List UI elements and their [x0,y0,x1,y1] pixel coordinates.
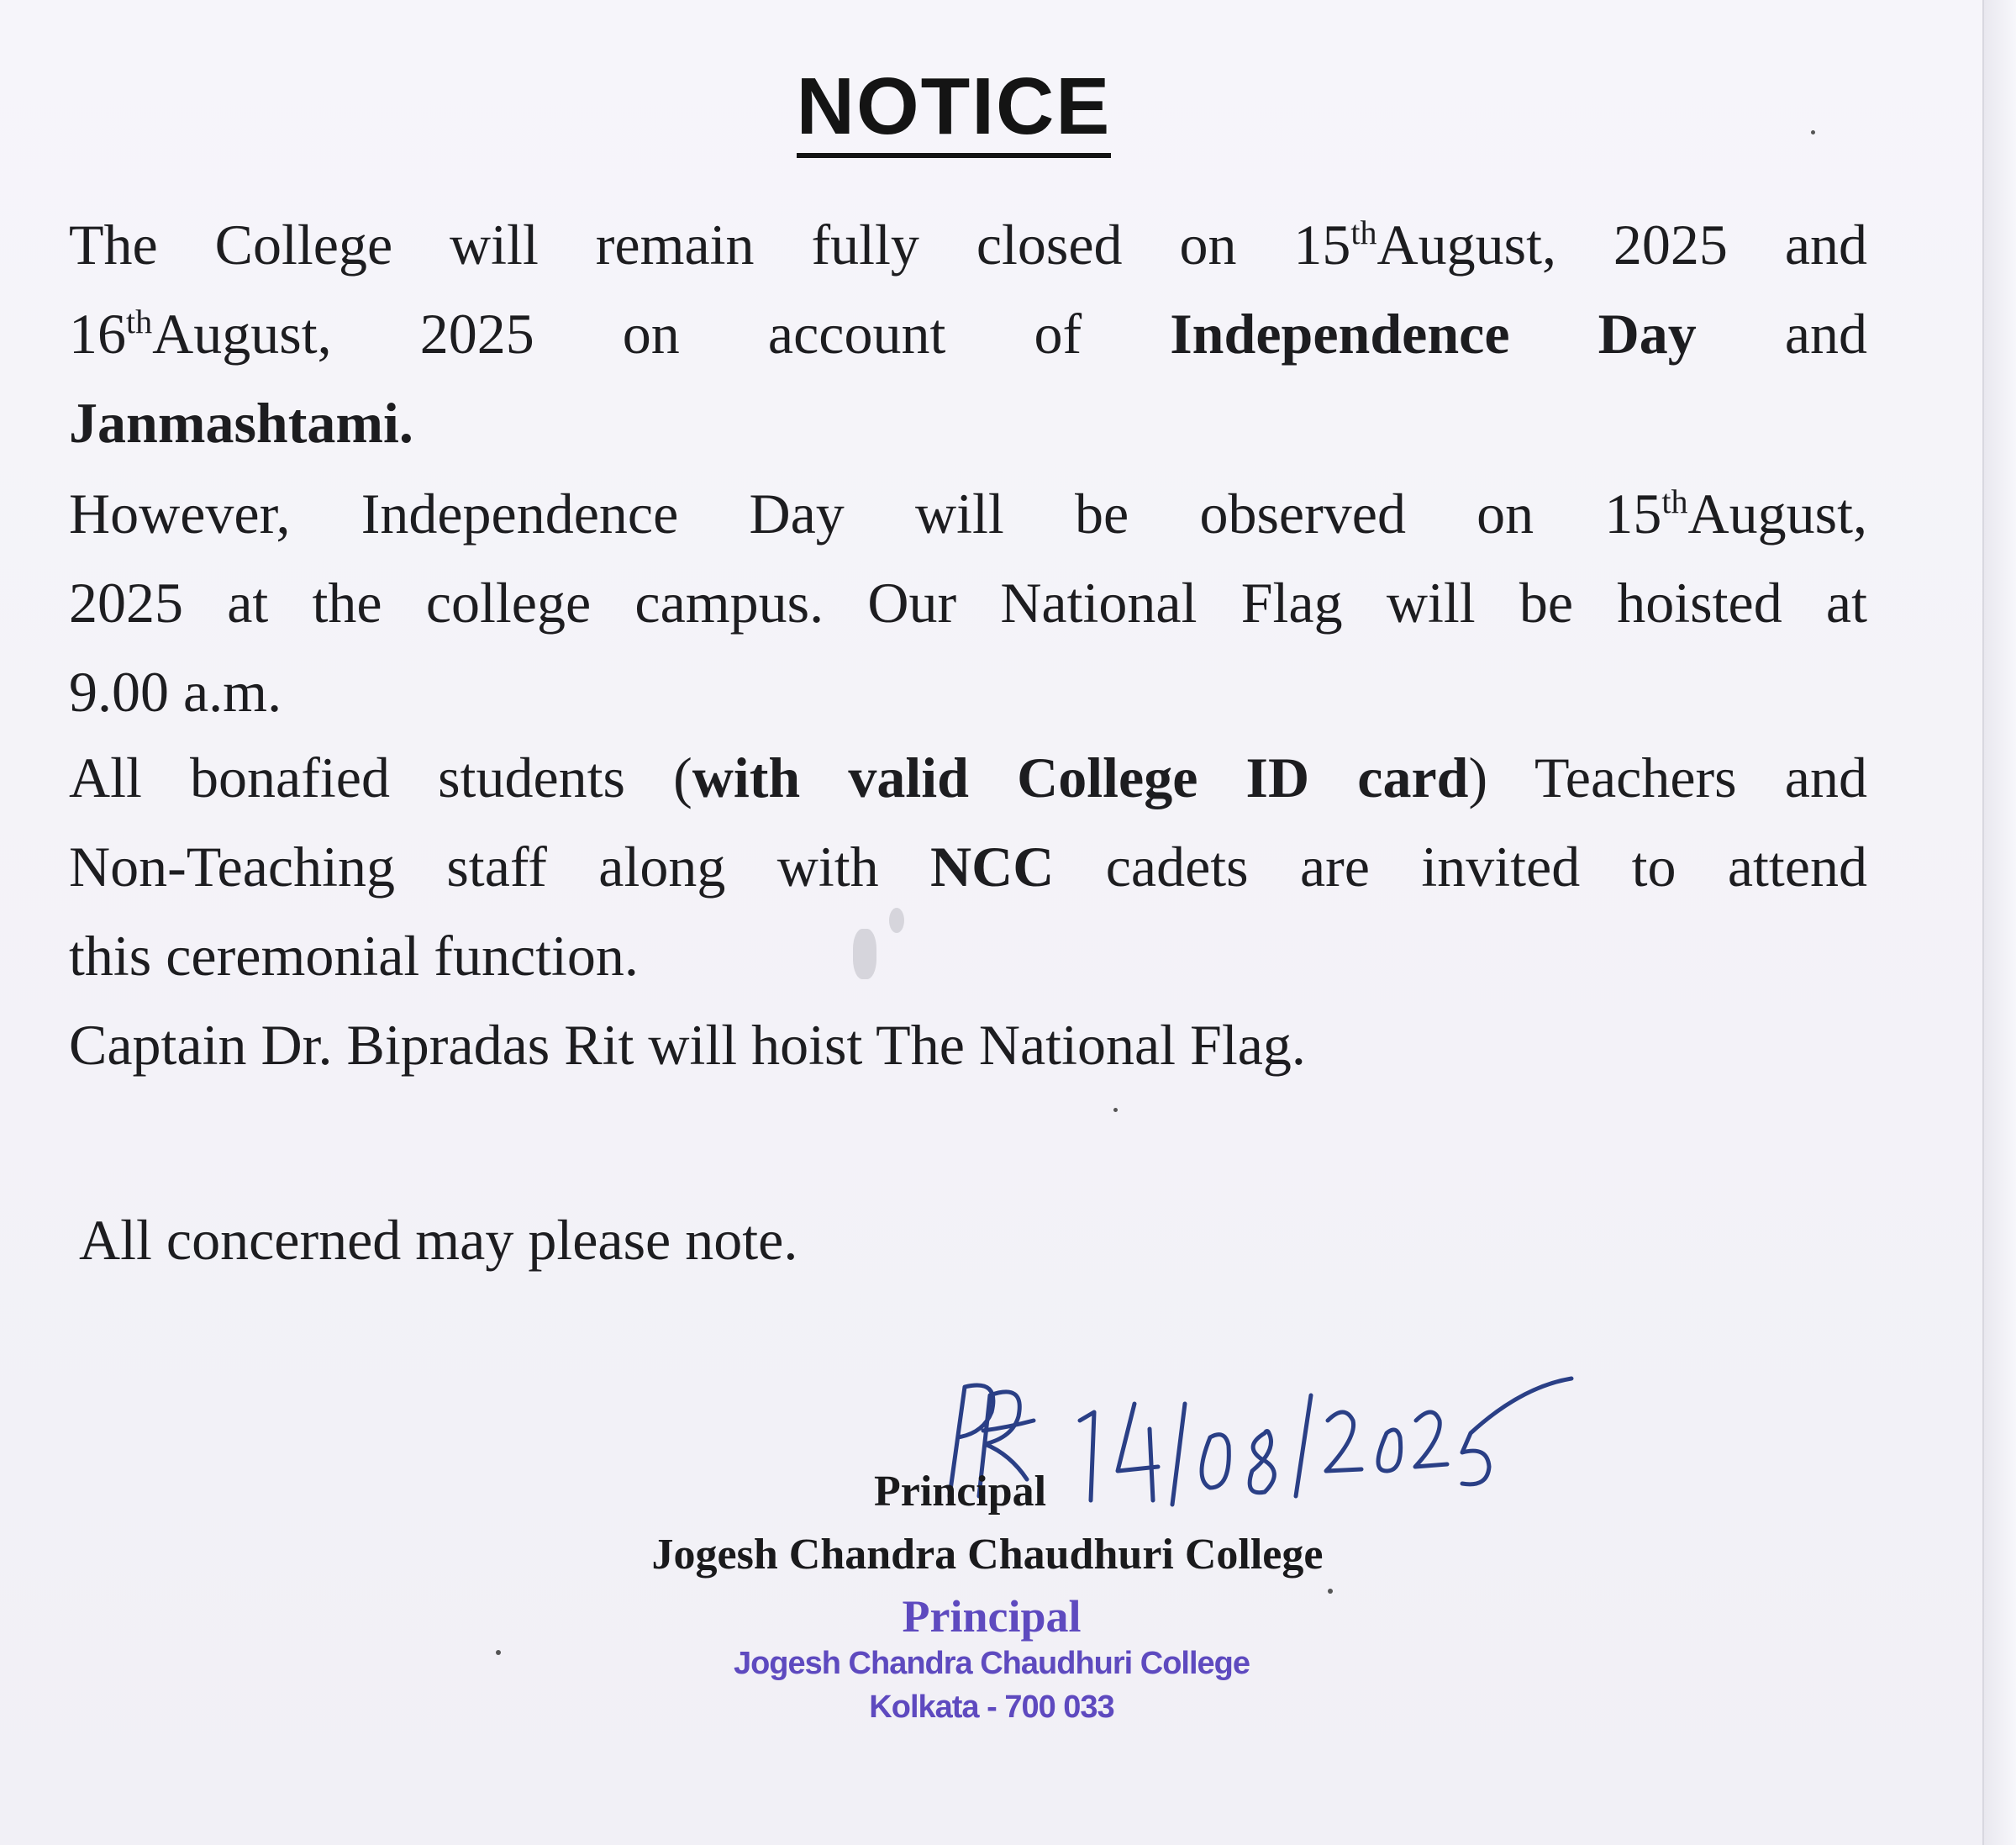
paragraph-observance [69,469,1867,736]
smudge [889,908,904,933]
paragraph-closing [79,1195,1877,1284]
speck [1328,1589,1333,1594]
paragraph-closure [69,200,1867,467]
signatory-college: Jogesh Chandra Chaudhuri College [651,1531,1324,1579]
invitation-line-1: All bonafied students (with valid College ID card) Teachers and [69,746,1867,809]
observance-line-1: However, Independence Day will be observed on 15thAugust, [69,482,1867,546]
invitation-line-3: this ceremonial function. [69,924,639,988]
hoist-line: Captain Dr. Bipradas Rit will hoist The National Flag. [69,1013,1306,1077]
smudge [853,929,876,979]
closure-line-1: The College will remain fully closed on 15thAugust, 2025 and [69,213,1867,277]
stamp-title: Principal [902,1591,1082,1642]
stamp-college: Jogesh Chandra Chaudhuri College [733,1646,1250,1681]
closure-line-3: Janmashtami. [69,391,413,455]
page-title: NOTICE [0,61,1908,153]
stamp-city: Kolkata - 700 033 [869,1689,1114,1725]
observance-line-2: 2025 at the college campus. Our National Flag will be hoisted at [69,571,1867,635]
closing-line: All concerned may please note. [79,1208,798,1272]
signatory-role: Principal [874,1468,1047,1516]
paragraph-invitation [69,733,1867,1000]
invitation-line-2: Non-Teaching staff along with NCC cadets are invited to attend [69,835,1867,899]
speck [496,1650,501,1655]
speck [1811,130,1815,134]
paper-edge [1982,0,2016,1845]
closure-line-2: 16thAugust, 2025 on account of Independence Day and [69,302,1868,366]
observance-line-3: 9.00 a.m. [69,660,282,724]
paragraph-hoist [69,1000,1867,1089]
speck [1113,1108,1118,1112]
